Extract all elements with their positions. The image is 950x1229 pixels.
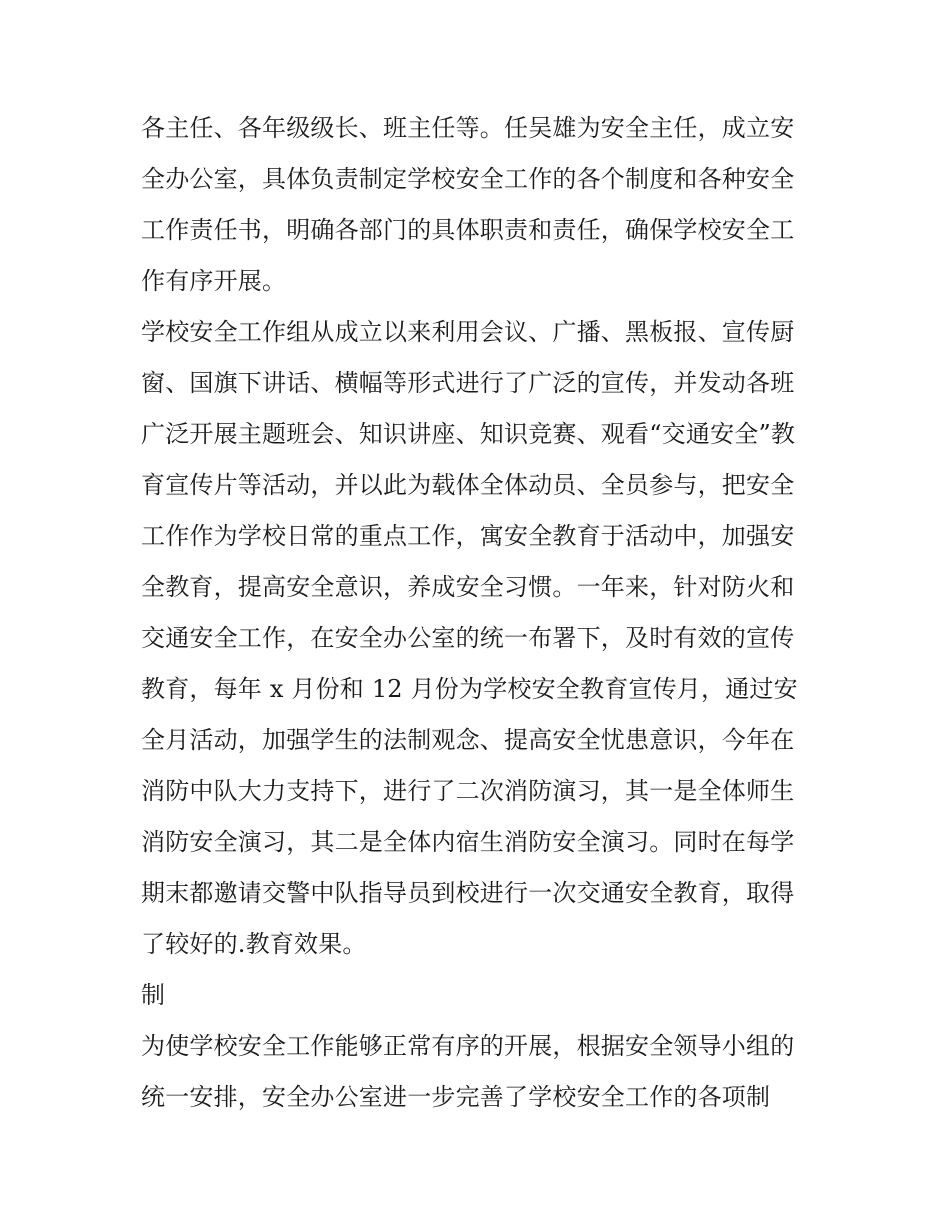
text-line: 工作作为学校日常的重点工作，寓安全教育于活动中，加强安 [141,522,795,550]
text-line: 作有序开展。 [141,267,287,295]
text-line: 消防安全演习，其二是全体内宿生消防安全演习。同时在每学 [141,828,795,856]
section-heading: 制 [141,981,166,1009]
text-line: 学校安全工作组从成立以来利用会议、广播、黑板报、宣传厨 [141,318,795,346]
text-line: 广泛开展主题班会、知识讲座、知识竞赛、观看“交通安全”教 [141,420,796,448]
text-line: 了较好的.教育效果。 [141,930,367,958]
text-line: 各主任、各年级级长、班主任等。任吴雄为安全主任，成立安 [141,114,795,142]
text-line: 期末都邀请交警中队指导员到校进行一次交通安全教育，取得 [141,879,795,907]
text-line: 消防中队大力支持下，进行了二次消防演习，其一是全体师生 [141,777,795,805]
text-line: 全教育，提高安全意识，养成安全习惯。一年来，针对防火和 [141,573,795,601]
text-line: 为使学校安全工作能够正常有序的开展，根据安全领导小组的 [141,1032,795,1060]
text-line: 统一安排，安全办公室进一步完善了学校安全工作的各项制 [141,1083,771,1111]
text-line: 全办公室，具体负责制定学校安全工作的各个制度和各种安全 [141,165,795,193]
text-line: 窗、国旗下讲话、横幅等形式进行了广泛的宣传，并发动各班 [141,369,795,397]
text-line: 育宣传片等活动，并以此为载体全体动员、全员参与，把安全 [141,471,795,499]
text-line: 交通安全工作，在安全办公室的统一布署下，及时有效的宣传 [141,624,795,652]
text-line: 工作责任书，明确各部门的具体职责和责任，确保学校安全工 [141,216,795,244]
text-line: 教育，每年 x 月份和 12 月份为学校安全教育宣传月，通过安 [141,675,798,703]
text-line: 全月活动，加强学生的法制观念、提高安全忧患意识，今年在 [141,726,795,754]
